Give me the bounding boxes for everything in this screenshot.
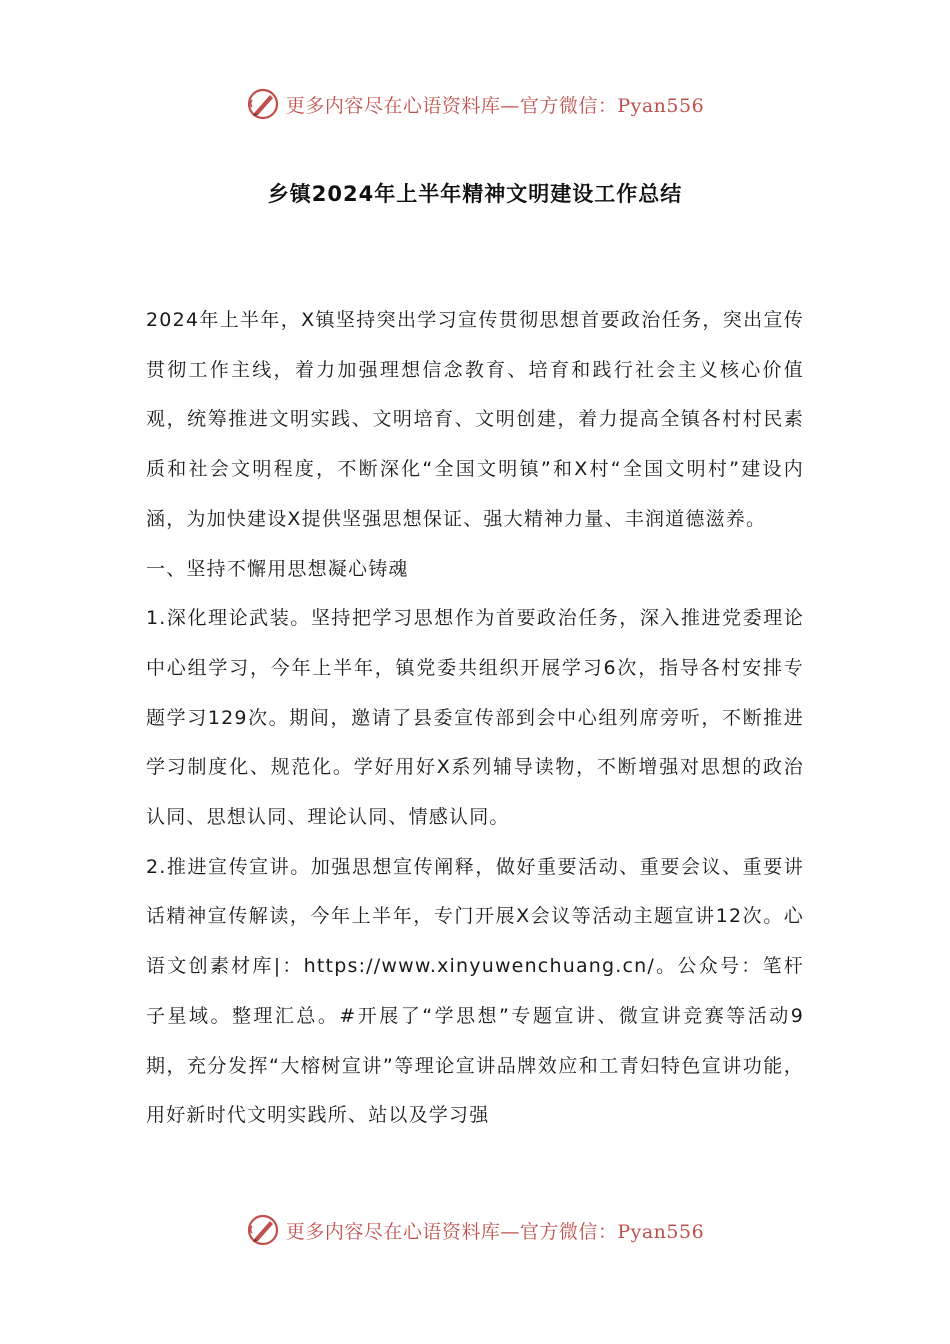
header-banner bbox=[0, 82, 950, 126]
footer-banner-text: 更多内容尽在心语资料库—官方微信：Pyan556 bbox=[285, 1220, 705, 1243]
header-banner-text: 更多内容尽在心语资料库—官方微信：Pyan556 bbox=[285, 94, 705, 117]
paragraph-2: 2.推进宣传宣讲。加强思想宣传阐释，做好重要活动、重要会议、重要讲话精神宣传解读，今年上半年，专门开展X会议等活动主题宣讲12次。心语文创素材库|：https://www.xinyuwenchuang.cn/。公众号：笔杆子星域。整理汇总。#开展了“学思想”专题宣讲、微宣讲竞赛等活动9期，充分发挥“大榕树宣讲”等理论宣讲品牌效应和工青妇特色宣讲功能，用好新时代文明实践所、站以及学习强 bbox=[146, 855, 804, 1127]
document-body bbox=[146, 296, 804, 1141]
section-heading-1: 一、坚持不懈用思想凝心铸魂 bbox=[146, 557, 409, 580]
footer-banner bbox=[0, 1208, 950, 1252]
paragraph-1: 1.深化理论武装。坚持把学习思想作为首要政治任务，深入推进党委理论中心组学习，今年上半年，镇党委共组织开展学习6次，指导各村安排专题学习129次。期间，邀请了县委宣传部到会中心组列席旁听，不断推进学习制度化、规范化。学好用好X系列辅导读物，不断增强对思想的政治认同、思想认同、理论认同、情感认同。 bbox=[146, 607, 804, 829]
paragraph-intro: 2024年上半年，X镇坚持突出学习宣传贯彻思想首要政治任务，突出宣传贯彻工作主线，着力加强理想信念教育、培育和践行社会主义核心价值观，统筹推进文明实践、文明培育、文明创建，着力提高全镇各村村民素质和社会文明程度，不断深化“全国文明镇”和X村“全国文明村”建设内涵，为加快建设X提供坚强思想保证、强大精神力量、丰润道德滋养。 bbox=[146, 309, 804, 530]
document-title: 乡镇2024年上半年精神文明建设工作总结 bbox=[267, 182, 683, 206]
pen-logo-icon bbox=[246, 1213, 280, 1247]
pen-logo-icon bbox=[246, 87, 280, 121]
